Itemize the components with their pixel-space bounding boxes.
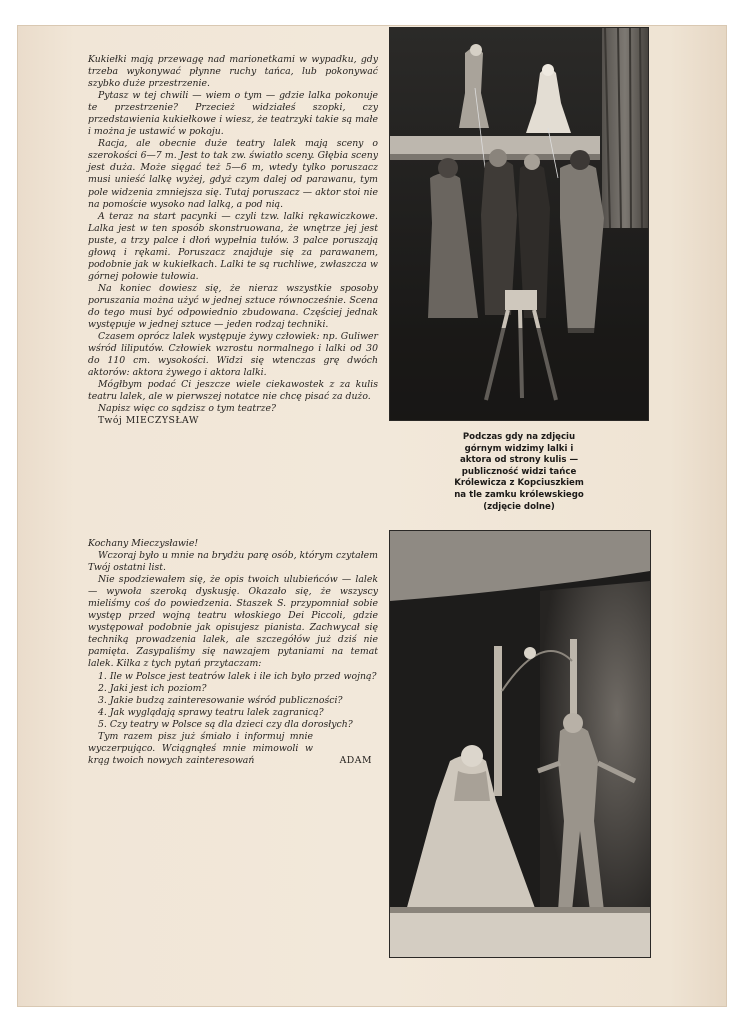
letter-two-greeting: Kochany Mieczysławie!: [88, 538, 199, 549]
letter-two-signature: ADAM: [339, 754, 372, 766]
stage-photo-image: [390, 531, 650, 957]
letter-one-paragraph: Racja, ale obecnie duże teatry lalek mają sceny o szerokości 6—7 m. Jest to tak zw. światło sceny. Głębia sceny jest duża. Może sięgać też 5—6 m, wtedy tylko poruszacz musi unieść lalkę wyżej, gdyż czym dalej od parawanu, tym pole widzenia zmniejsza się. Tutaj poruszacz — aktor stoi nie na pomoście wysoko nad lalką, a pod nią.: [88, 138, 378, 210]
letter-one-paragraph: Czasem oprócz lalek występuje żywy człowiek: np. Guliwer wśród liliputów. Człowiek wzrostu normalnego i lalki od 30 do 110 cm. wysokości. Widzi się wtenczas grę dwóch aktorów: aktora żywego i aktora lalki.: [88, 331, 378, 379]
backstage-photo-image: [390, 28, 648, 420]
photo-caption: Podczas gdy na zdjęciu górnym widzimy lalki i aktora od strony kulis — publiczność widzi tańce Królewicza z Kopciuszkiem na tle zamku królewskiego (zdjęcie dolne): [454, 432, 584, 512]
question-item: 2. Jaki jest ich poziom?: [98, 682, 207, 694]
letter-one-paragraph: Na koniec dowiesz się, że nieraz wszystkie sposoby poruszania można użyć w jednej sztuce równocześnie. Scena do tego musi być odpowiednio zbudowana. Częściej jednak występuje w jednej sztuce — jeden rodzaj techniki.: [88, 282, 378, 331]
letter-two-paragraph: Wczoraj było u mnie na brydżu parę osób, którym czytałem Twój ostatni list.: [88, 550, 378, 574]
letter-one: [88, 54, 378, 427]
stage-photo: [389, 530, 651, 958]
letter-two-closing-block: [88, 731, 378, 767]
letter-one-paragraph: Kukiełki mają przewagę nad marionetkami w wypadku, gdy trzeba wykonywać płynne ruchy tańca, lub pokonywać szybko duże przestrzenie.: [88, 54, 378, 90]
letter-one-paragraph: Napisz więc co sądzisz o tym teatrze?: [98, 403, 276, 415]
letter-two-paragraph: Nie spodziewałem się, że opis twoich ulubieńców — lalek — wywoła szeroką dyskusję. Okazało się, że wszyscy mieliśmy coś do powiedzenia. Staszek S. przypomniał sobie występ przed wojną teatru włoskiego Dei Piccoli, gdzie występował podobnie jak opisujesz pianista. Zachwycał się techniką prowadzenia lalek, ale szczegółów już dziś nie pamięta. Zasypaliśmy się nawzajem pytaniami na temat lalek. Kilka z tych pytań przytaczam:: [88, 574, 378, 670]
letter-two: [88, 538, 378, 767]
backstage-photo: [389, 27, 649, 421]
question-item: 3. Jakie budzą zainteresowanie wśród publiczności?: [98, 694, 343, 706]
question-item: 5. Czy teatry w Polsce są dla dzieci czy dla dorosłych?: [98, 718, 353, 730]
letter-one-paragraph: Pytasz w tej chwili — wiem o tym — gdzie lalka pokonuje te przestrzenie? Przecież widziałeś szopki, czy przedstawienia kukiełkowe i wiesz, że teatrzyki takie są małe i można je ustawić w pokoju.: [88, 90, 378, 138]
letter-two-closing: Tym razem pisz już śmiało i informuj mnie wyczerpująco. Wciągnąłeś mnie mimowoli w krąg twoich nowych zainteresowań: [88, 730, 313, 766]
question-item: 4. Jak wyglądają sprawy teatru lalek zagranicą?: [98, 706, 324, 718]
letter-one-paragraph: Mógłbym podać Ci jeszcze wiele ciekawostek z za kulis teatru lalek, ale w pierwszej notatce nie chcę pisać za dużo.: [88, 379, 378, 403]
question-item: 1. Ile w Polsce jest teatrów lalek i ile ich było przed wojną?: [98, 670, 377, 682]
letter-one-signature: Twój MIECZYSŁAW: [98, 415, 199, 427]
letter-one-paragraph: A teraz na start pacynki — czyli tzw. lalki rękawiczkowe. Lalka jest w ten sposób skonstruowana, że wnętrze jej jest puste, a trzy palce i dłoń wypełnia tułów. 3 palce poruszają głową i rękami. Poruszacz znajduje się za parawanem, podobnie jak w kukiełkach. Lalki te są ruchliwe, zwłaszcza w górnej połowie tułowia.: [88, 210, 378, 282]
